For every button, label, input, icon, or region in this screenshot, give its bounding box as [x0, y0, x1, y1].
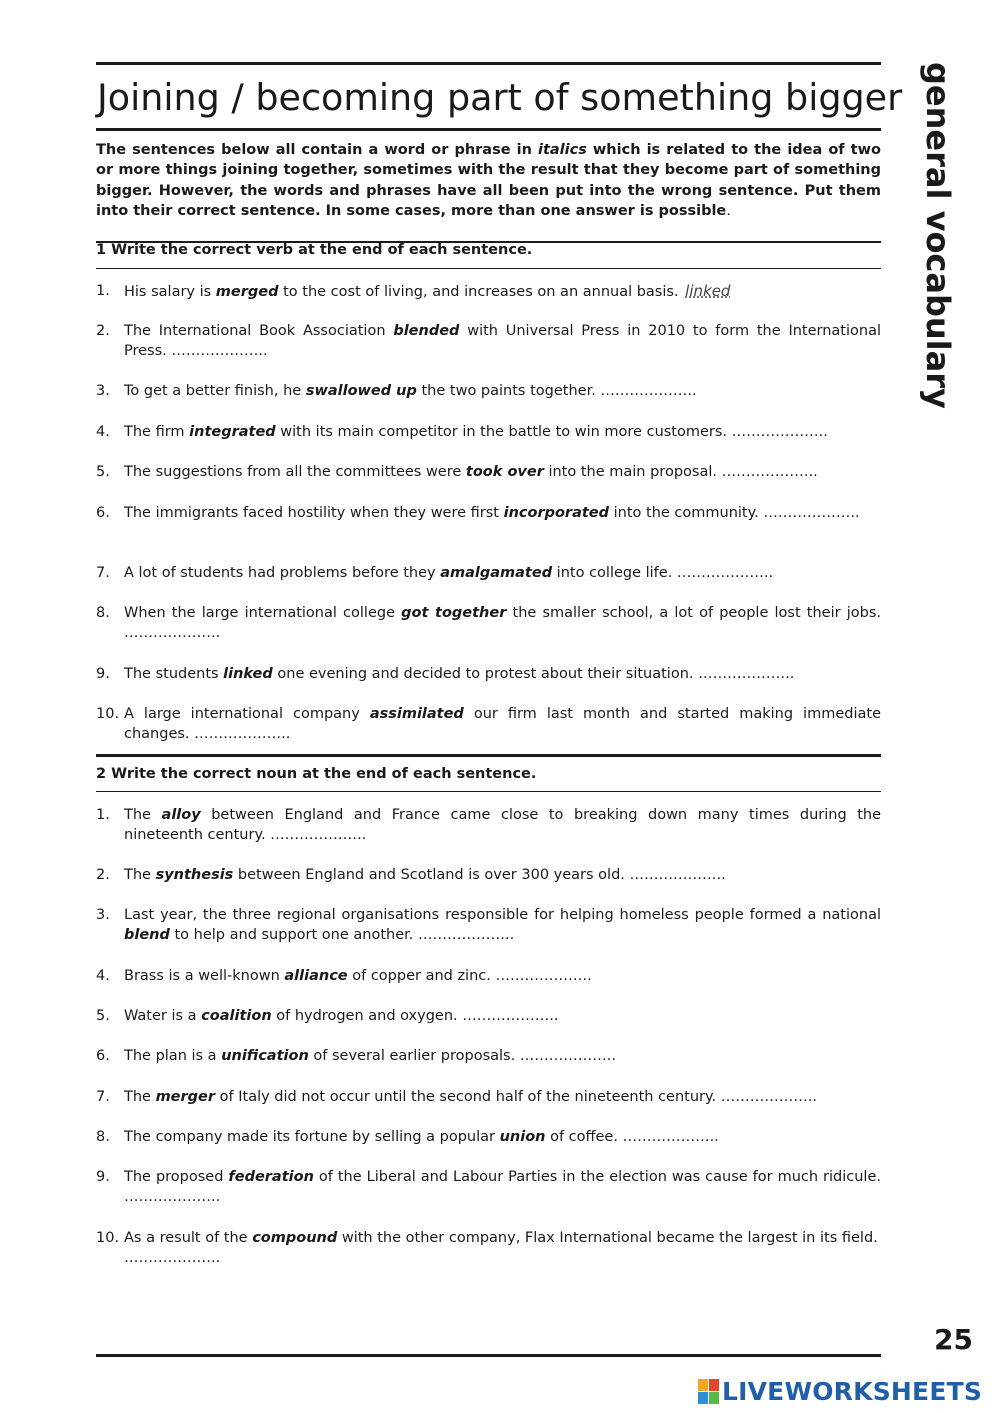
question-text-before: Water is a [124, 1008, 202, 1024]
question-text-after: of hydrogen and oxygen. ……………….. [271, 1008, 559, 1024]
question-text-before: The proposed [124, 1169, 229, 1185]
question-text-before: The plan is a [124, 1048, 222, 1064]
page-title: Joining / becoming part of something bigger [97, 76, 903, 119]
question-item [96, 1127, 881, 1147]
instructions-italic-word: italics [537, 142, 587, 158]
question-text-after: of Italy did not occur until the second half of the nineteenth century. ……………….. [215, 1089, 817, 1105]
question-text-after: of coffee. ……………….. [545, 1129, 719, 1145]
italic-keyword: unification [221, 1048, 309, 1064]
question-number: 2. [96, 323, 110, 339]
italic-keyword: union [499, 1129, 546, 1145]
question-text-after: the two paints together. ……………….. [416, 383, 697, 399]
question-text-after: into college life. ……………….. [552, 565, 774, 581]
question-number: 6. [96, 505, 110, 521]
question-number: 7. [96, 1089, 110, 1105]
question-text-before: To get a better finish, he [124, 383, 306, 399]
instructions-period: . [726, 202, 731, 219]
question-text-after: of several earlier proposals. ……………….. [308, 1048, 617, 1064]
brand-text: LIVEWORKSHEETS [722, 1377, 983, 1406]
question-text [124, 664, 881, 684]
question-text-before: A large international company [124, 706, 370, 722]
question-text-before: Last year, the three regional organisations responsible for helping homeless people formed a national [124, 907, 881, 923]
question-text-before: Brass is a well-known [124, 968, 285, 984]
question-item [96, 1006, 881, 1026]
question-number: 10. [96, 706, 120, 722]
page-number: 25 [934, 1323, 973, 1356]
instructions [96, 140, 881, 221]
italic-keyword: coalition [201, 1008, 272, 1024]
question-item [96, 422, 881, 442]
italic-keyword: merged [215, 284, 279, 300]
question-text [124, 503, 881, 523]
italic-keyword: assimilated [369, 706, 464, 722]
question-item [96, 563, 881, 583]
question-number: 2. [96, 867, 110, 883]
question-number: 5. [96, 464, 110, 480]
question-number: 1. [96, 283, 110, 299]
question-text-after: of copper and zinc. ……………….. [347, 968, 592, 984]
question-text-before: When the large international college [124, 605, 402, 621]
question-number: 9. [96, 666, 110, 682]
question-number: 4. [96, 424, 110, 440]
question-text [124, 1167, 881, 1208]
question-number: 5. [96, 1008, 110, 1024]
question-text [124, 865, 881, 885]
italic-keyword: took over [465, 464, 544, 480]
question-item [96, 1046, 881, 1066]
question-text-after: between England and France came close to breaking down many times during the nineteenth century. ……………….. [124, 807, 881, 844]
question-text [124, 381, 881, 401]
question-item [96, 1228, 881, 1269]
question-text-before: The [124, 807, 162, 823]
question-text [124, 966, 881, 986]
question-text-before: The immigrants faced hostility when they were first [124, 505, 504, 521]
question-item [96, 865, 881, 885]
question-text [124, 462, 881, 482]
question-text-before: A lot of students had problems before they [124, 565, 441, 581]
title-rule [96, 128, 881, 131]
question-number: 10. [96, 1230, 120, 1246]
liveworksheets-brand[interactable] [698, 1377, 982, 1407]
question-item [96, 603, 881, 644]
question-item [96, 1087, 881, 1107]
question-text-after: with its main competitor in the battle to win more customers. ……………….. [275, 424, 828, 440]
italic-keyword: blend [124, 927, 170, 944]
section2-heading-rule [96, 791, 881, 792]
question-text [124, 704, 881, 745]
question-text-before: The [124, 1089, 156, 1105]
question-text [124, 805, 881, 846]
question-number: 3. [96, 907, 110, 923]
question-text [124, 281, 881, 302]
question-text [124, 1127, 881, 1147]
question-number: 9. [96, 1169, 110, 1185]
italic-keyword: integrated [189, 424, 276, 440]
section1-heading-rule [96, 268, 881, 269]
italic-keyword: linked [223, 666, 273, 682]
question-item [96, 281, 881, 302]
italic-keyword: alloy [161, 807, 201, 823]
question-item [96, 664, 881, 684]
question-item [96, 321, 881, 362]
question-text-after: into the community. ……………….. [609, 505, 860, 521]
question-text-before: The firm [124, 424, 190, 440]
question-text-after: between England and Scotland is over 300 years old. ……………….. [233, 867, 726, 883]
question-number: 4. [96, 968, 110, 984]
question-text-after: to help and support one another. ……………….. [169, 927, 515, 944]
italic-keyword: swallowed up [305, 383, 417, 399]
italic-keyword: compound [252, 1230, 338, 1246]
italic-keyword: alliance [284, 968, 348, 984]
question-text-after: into the main proposal. ……………….. [543, 464, 818, 480]
liveworksheets-logo-icon [698, 1379, 720, 1405]
question-text [124, 1006, 881, 1026]
question-text-after: of the Liberal and Labour Parties in the election was cause for much ridicule. ……………….. [124, 1169, 881, 1206]
instructions-part1: The sentences below all contain a word or phrase in [96, 142, 538, 158]
question-text-after: the smaller school, a lot of people lost their jobs. ……………….. [124, 605, 881, 642]
question-text [124, 603, 881, 644]
section2-heading: 2 Write the correct noun at the end of each sentence. [96, 766, 537, 782]
bottom-rule [96, 1354, 881, 1357]
question-text-after: one evening and decided to protest about their situation. ……………….. [272, 666, 795, 682]
italic-keyword: amalgamated [440, 565, 553, 581]
question-text [124, 905, 881, 946]
question-number: 7. [96, 565, 110, 581]
question-item [96, 1167, 881, 1208]
question-number: 8. [96, 1129, 110, 1145]
section1-heading: 1 Write the correct verb at the end of each sentence. [96, 242, 533, 258]
question-text-after: our firm last month and started making immediate changes. ……………….. [124, 706, 881, 743]
question-number: 6. [96, 1048, 110, 1064]
question-item [96, 905, 881, 946]
italic-keyword: blended [393, 323, 460, 339]
section2-top-rule [96, 754, 881, 757]
question-text-after: with the other company, Flax International became the largest in its field. ……………….. [124, 1230, 878, 1267]
side-label: general vocabulary [919, 62, 957, 409]
question-item [96, 462, 881, 482]
question-text [124, 321, 881, 362]
question-item [96, 503, 881, 523]
question-item [96, 704, 881, 745]
question-item [96, 805, 881, 846]
question-number: 3. [96, 383, 110, 399]
italic-keyword: got together [401, 605, 507, 621]
question-number: 8. [96, 605, 110, 621]
question-text [124, 1046, 881, 1066]
question-text [124, 1228, 881, 1269]
question-text-after: to the cost of living, and increases on an annual basis. [278, 284, 684, 300]
question-number: 1. [96, 807, 110, 823]
question-text [124, 1087, 881, 1107]
top-rule [96, 62, 881, 65]
italic-keyword: federation [228, 1169, 314, 1185]
question-text-before: As a result of the [124, 1230, 253, 1246]
italic-keyword: merger [155, 1089, 216, 1105]
question-text-after: with Universal Press in 2010 to form the International Press. ……………….. [124, 323, 881, 360]
question-item [96, 381, 881, 401]
question-text-before: The suggestions from all the committees were [124, 464, 466, 480]
instructions-part2: which is related to the idea of two or more things joining together, sometimes with the result that they become part of something bigger. However, the words and phrases have all been put into the wrong sentence. Put them into their correct sentence. In some cases, more than one answer is possible [96, 142, 881, 219]
question-item [96, 966, 881, 986]
question-text-before: The [124, 867, 156, 883]
question-text [124, 563, 881, 583]
question-text-before: The students [124, 666, 224, 682]
question-text-before: The company made its fortune by selling a popular [124, 1129, 500, 1145]
italic-keyword: incorporated [503, 505, 610, 521]
answer-field[interactable]: linked [685, 282, 731, 300]
question-text-before: His salary is [124, 284, 216, 300]
question-text [124, 422, 881, 442]
italic-keyword: synthesis [155, 867, 234, 883]
question-text-before: The International Book Association [124, 323, 394, 339]
